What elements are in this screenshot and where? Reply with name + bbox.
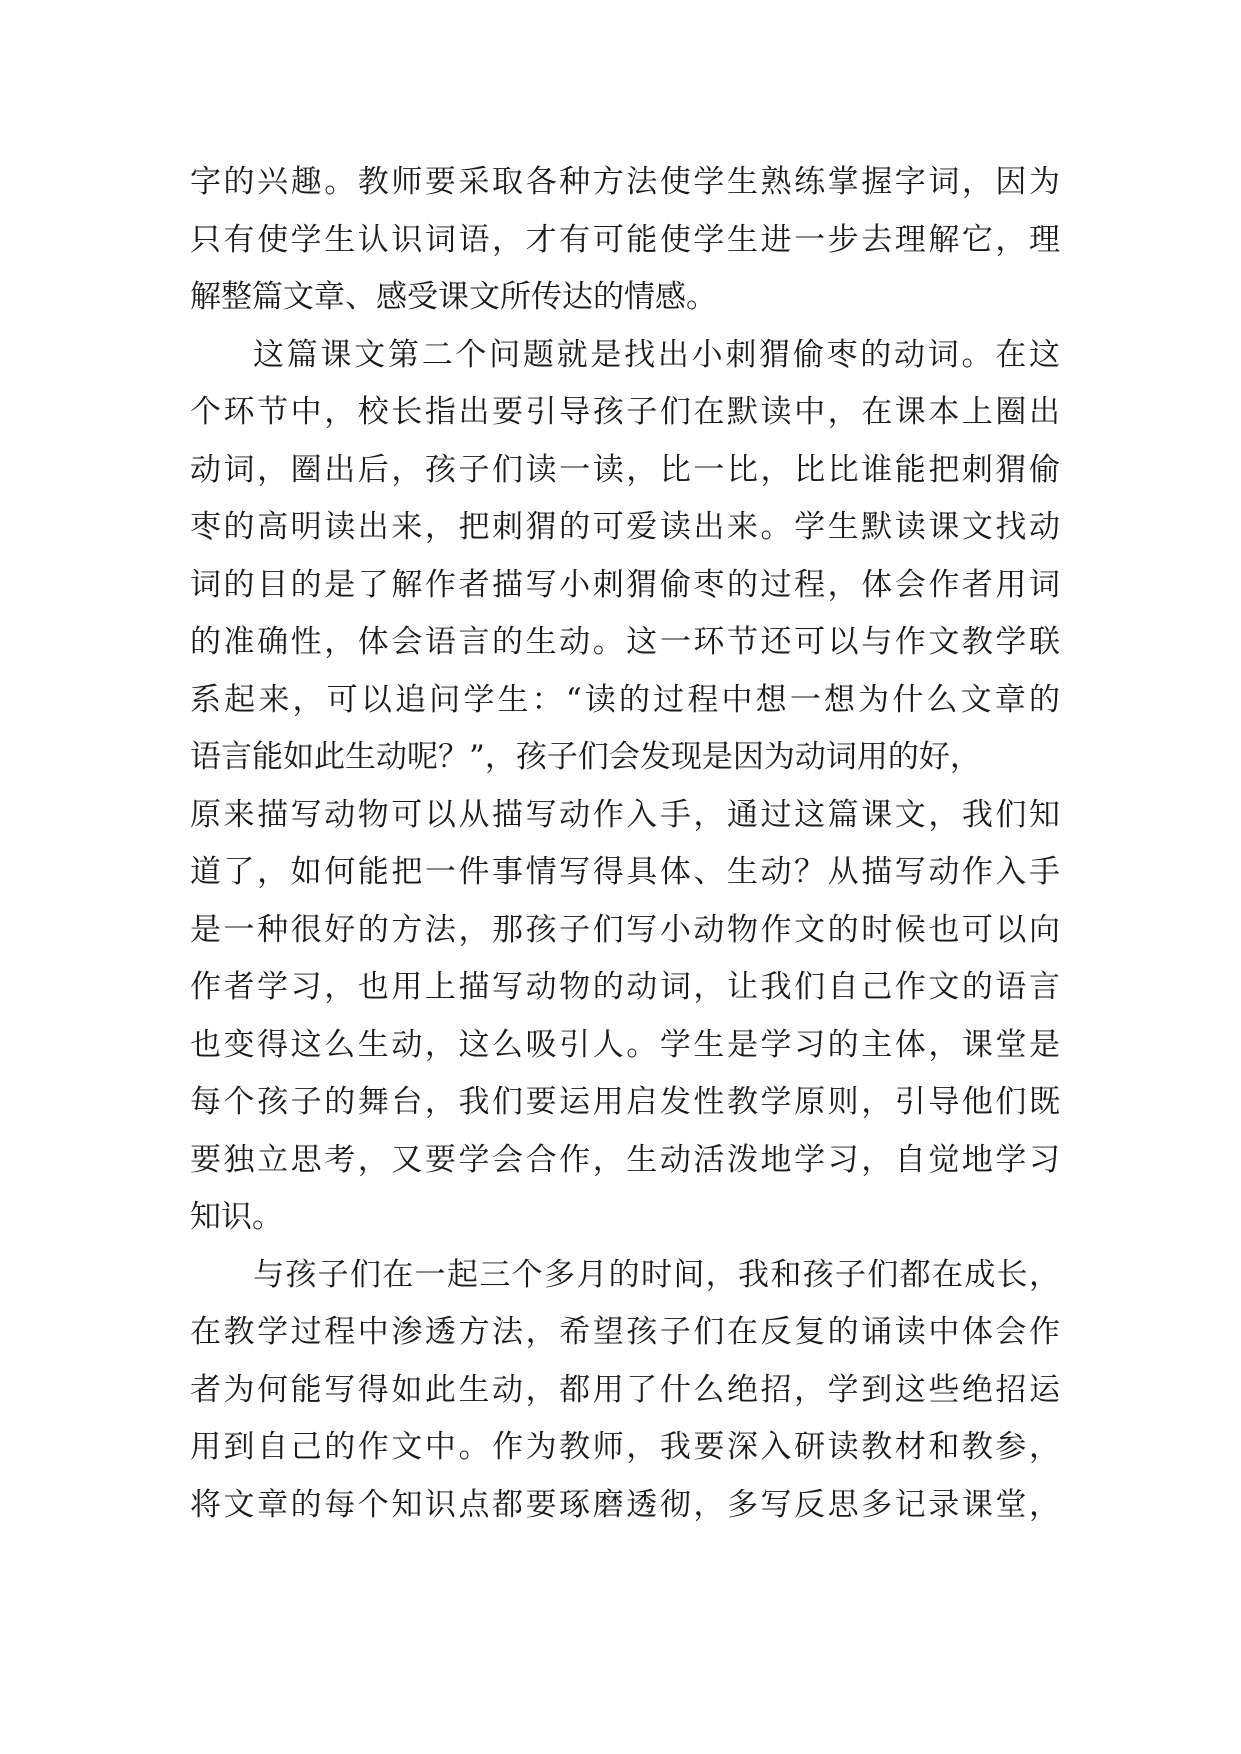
- paragraph-line: 每个孩子的舞台，我们要运用启发性教学原则，引导他们既: [190, 1084, 1060, 1120]
- paragraph-line: 者为何能写得如此生动，都用了什么绝招，学到这些绝招运: [190, 1371, 1060, 1408]
- paragraph-line: 也变得这么生动，这么吸引人。学生是学习的主体，课堂是: [190, 1026, 1060, 1063]
- paragraph-line: 用到自己的作文中。作为教师，我要深入研读教材和教参，: [190, 1429, 1060, 1465]
- paragraph-line: 系起来，可以追问学生：“读的过程中想一想为什么文章的: [190, 681, 1060, 718]
- paragraph-line: 只有使学生认识词语，才有可能使学生进一步去理解它，理: [190, 221, 1060, 258]
- paragraph-line: 作者学习，也用上描写动物的动词，让我们自己作文的语言: [190, 969, 1060, 1005]
- paragraph-line: 语言能如此生动呢？”，孩子们会发现是因为动词用的好，: [190, 739, 981, 775]
- paragraph-line: 知识。: [190, 1199, 283, 1235]
- paragraph-line: 这篇课文第二个问题就是找出小刺猬偷枣的动词。在这: [253, 336, 1060, 373]
- paragraph-line: 道了，如何能把一件事情写得具体、生动？从描写动作入手: [190, 854, 1060, 890]
- paragraph-line: 将文章的每个知识点都要琢磨透彻，多写反思多记录课堂，: [190, 1486, 1060, 1523]
- paragraph-line: 个环节中，校长指出要引导孩子们在默读中，在课本上圈出: [190, 394, 1060, 430]
- paragraph-line: 动词，圈出后，孩子们读一读，比一比，比比谁能把刺猬偷: [190, 451, 1060, 488]
- paragraph-line: 要独立思考，又要学会合作，生动活泼地学习，自觉地学习: [190, 1141, 1060, 1178]
- paragraph-line: 词的目的是了解作者描写小刺猬偷枣的过程，体会作者用词: [190, 566, 1060, 603]
- paragraph-line: 在教学过程中渗透方法，希望孩子们在反复的诵读中体会作: [190, 1314, 1060, 1350]
- paragraph-line: 是一种很好的方法，那孩子们写小动物作文的时候也可以向: [190, 911, 1060, 948]
- paragraph-line: 解整篇文章、感受课文所传达的情感。: [190, 279, 717, 315]
- paragraph-line: 原来描写动物可以从描写动作入手，通过这篇课文，我们知: [190, 796, 1060, 833]
- paragraph-line: 枣的高明读出来，把刺猬的可爱读出来。学生默读课文找动: [190, 509, 1060, 545]
- body-text: [190, 154, 1060, 1534]
- paragraph-line: 的准确性，体会语言的生动。这一环节还可以与作文教学联: [190, 624, 1060, 660]
- paragraph-line: 与孩子们在一起三个多月的时间，我和孩子们都在成长，: [253, 1256, 1060, 1293]
- paragraph-line: 字的兴趣。教师要采取各种方法使学生熟练掌握字词，因为: [190, 164, 1060, 200]
